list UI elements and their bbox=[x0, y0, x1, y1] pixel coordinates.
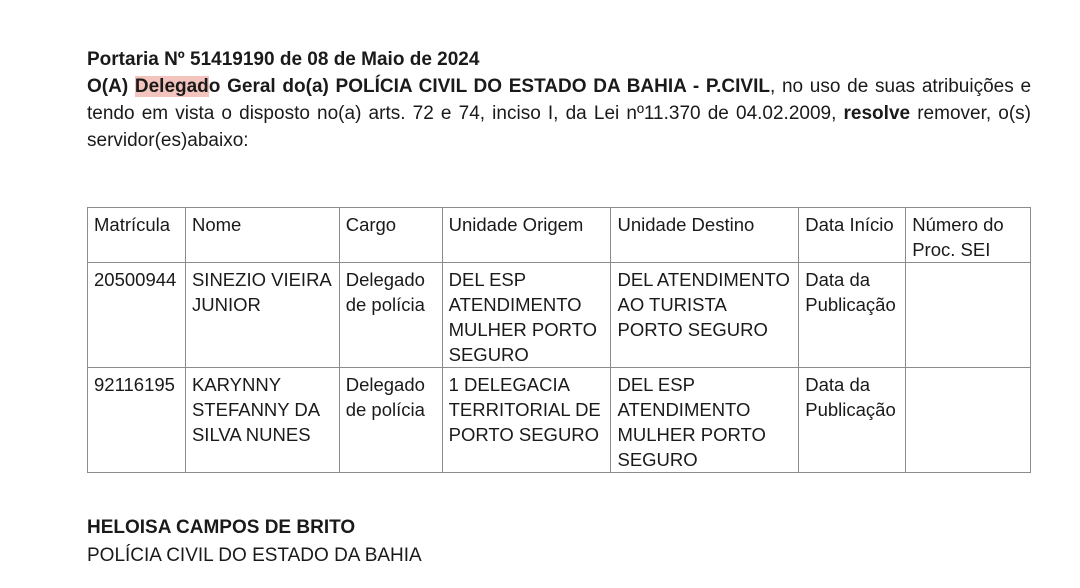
cell-numero-proc-sei bbox=[906, 368, 1031, 473]
cell-matricula: 92116195 bbox=[88, 368, 186, 473]
header-nome: Nome bbox=[185, 208, 339, 263]
intro-authority: o Geral do(a) POLÍCIA CIVIL DO ESTADO DA BAHIA - P.CIVIL bbox=[208, 76, 770, 97]
cell-unidade-origem: 1 DELEGACIA TERRITORIAL DE PORTO SEGURO bbox=[442, 368, 611, 473]
cell-cargo: Delegado de polícia bbox=[339, 263, 442, 368]
cell-data-inicio: Data da Publicação bbox=[799, 368, 906, 473]
signatory-name: HELOISA CAMPOS DE BRITO bbox=[87, 517, 356, 538]
signature-block bbox=[87, 514, 1031, 570]
cell-numero-proc-sei bbox=[906, 263, 1031, 368]
cell-unidade-origem: DEL ESP ATENDIMENTO MULHER PORTO SEGURO bbox=[442, 263, 611, 368]
header-cargo: Cargo bbox=[339, 208, 442, 263]
header-unidade-origem: Unidade Origem bbox=[442, 208, 611, 263]
intro-paragraph bbox=[87, 73, 1031, 154]
header-unidade-destino: Unidade Destino bbox=[611, 208, 799, 263]
cell-nome: SINEZIO VIEIRA JUNIOR bbox=[185, 263, 339, 368]
header-matricula: Matrícula bbox=[88, 208, 186, 263]
cell-data-inicio: Data da Publicação bbox=[799, 263, 906, 368]
portaria-title: Portaria Nº 51419190 de 08 de Maio de 2024 bbox=[87, 49, 480, 70]
intro-suffix: remover, o(s) servidor(es)abaixo: bbox=[87, 103, 1031, 151]
cell-matricula: 20500944 bbox=[88, 263, 186, 368]
intro-body: , no uso de suas atribuições e tendo em vista o disposto no(a) arts. 72 e 74, inciso I, da Lei nº11.370 de 04.02.2009, bbox=[87, 76, 1032, 124]
highlighted-word: Delegad bbox=[134, 76, 209, 97]
table-row bbox=[88, 263, 1031, 368]
header-numero-proc-sei: Número do Proc. SEI bbox=[906, 208, 1031, 263]
servers-table bbox=[87, 207, 1031, 473]
cell-unidade-destino: DEL ESP ATENDIMENTO MULHER PORTO SEGURO bbox=[611, 368, 799, 473]
header-data-inicio: Data Início bbox=[799, 208, 906, 263]
cell-nome: KARYNNY STEFANNY DA SILVA NUNES bbox=[185, 368, 339, 473]
cell-cargo: Delegado de polícia bbox=[339, 368, 442, 473]
resolve-word: resolve bbox=[843, 103, 911, 124]
table-header-row bbox=[88, 208, 1031, 263]
cell-unidade-destino: DEL ATENDIMENTO AO TURISTA PORTO SEGURO bbox=[611, 263, 799, 368]
document-header bbox=[87, 46, 1031, 154]
intro-prefix: O(A) bbox=[87, 76, 135, 97]
signatory-organization: POLÍCIA CIVIL DO ESTADO DA BAHIA bbox=[87, 545, 422, 566]
table-row bbox=[88, 368, 1031, 473]
